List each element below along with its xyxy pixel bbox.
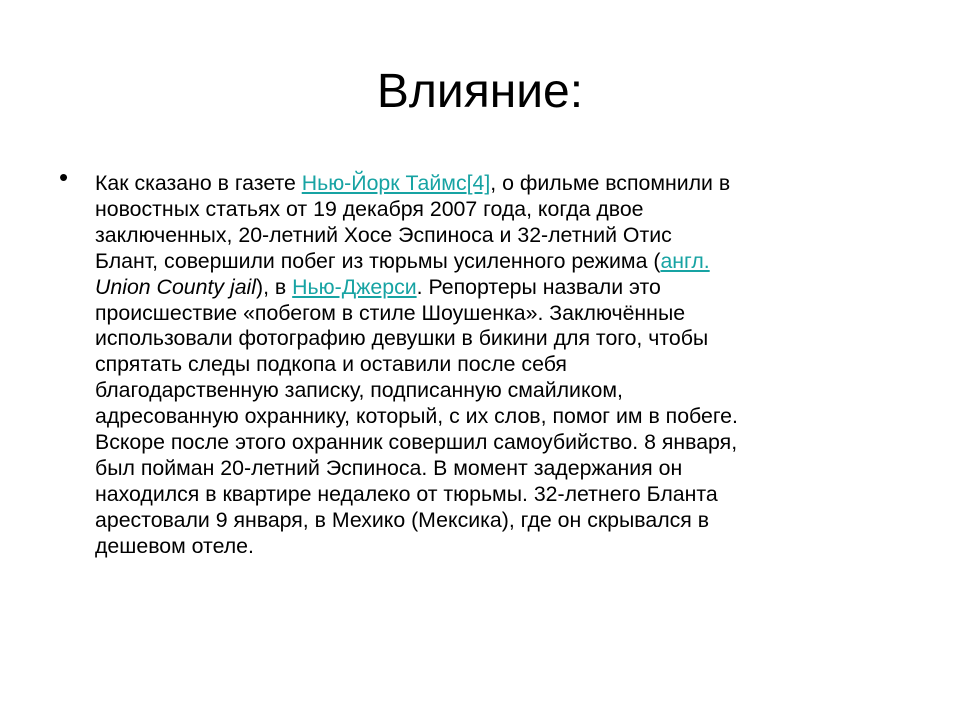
paragraph-line-6: происшествие «побегом в стиле Шоушенка». Заключённые <box>95 300 686 325</box>
paragraph-line-1 <box>95 171 915 197</box>
text-segment: , о фильме вспомнили в <box>490 171 731 195</box>
text-segment: Блант, совершили побег из тюрьмы усиленного режима ( <box>95 248 661 273</box>
paragraph-line-13: находился в квартире недалеко от тюрьмы. 32-летнего Бланта <box>95 481 718 506</box>
text-segment: . Репортеры назвали это <box>416 274 661 299</box>
paragraph-line-4 <box>95 249 915 275</box>
paragraph-line-3: заключенных, 20-летний Хосе Эспиноса и 32-летний Отис <box>95 222 672 247</box>
paragraph-line-8: спрятать следы подкопа и оставили после себя <box>95 352 567 377</box>
bullet-paragraph <box>95 171 915 560</box>
paragraph-line-9: благодарственную записку, подписанную смайликом, <box>95 378 623 403</box>
english-name-italic: Union County jail <box>95 274 256 299</box>
paragraph-line-2: новостных статьях от 19 декабря 2007 года, когда двое <box>95 196 644 221</box>
bullet-dot-icon: • <box>59 162 69 192</box>
slide-title: Влияние: <box>376 65 584 118</box>
text-segment: Как сказано в газете <box>95 171 302 195</box>
paragraph-line-5 <box>95 275 915 301</box>
paragraph-line-12: был пойман 20-летний Эспиноса. В момент задержания он <box>95 455 683 480</box>
paragraph-line-11: Вскоре после этого охранник совершил самоубийство. 8 января, <box>95 430 738 455</box>
paragraph-line-7: использовали фотографию девушки в бикини для того, чтобы <box>95 326 709 351</box>
link-new-jersey[interactable]: Нью-Джерси <box>292 274 417 299</box>
text-segment: ), в <box>256 274 293 299</box>
paragraph-line-10: адресованную охраннику, который, с их слов, помог им в побеге. <box>95 404 738 429</box>
paragraph-line-14: арестовали 9 января, в Мехико (Мексика), где он скрывался в <box>95 507 710 532</box>
link-english[interactable]: англ. <box>660 248 710 273</box>
paragraph-line-15: дешевом отеле. <box>95 533 254 558</box>
link-reference-4[interactable]: [4] <box>466 171 491 195</box>
link-new-york-times[interactable]: Нью-Йорк Таймс <box>301 171 467 195</box>
